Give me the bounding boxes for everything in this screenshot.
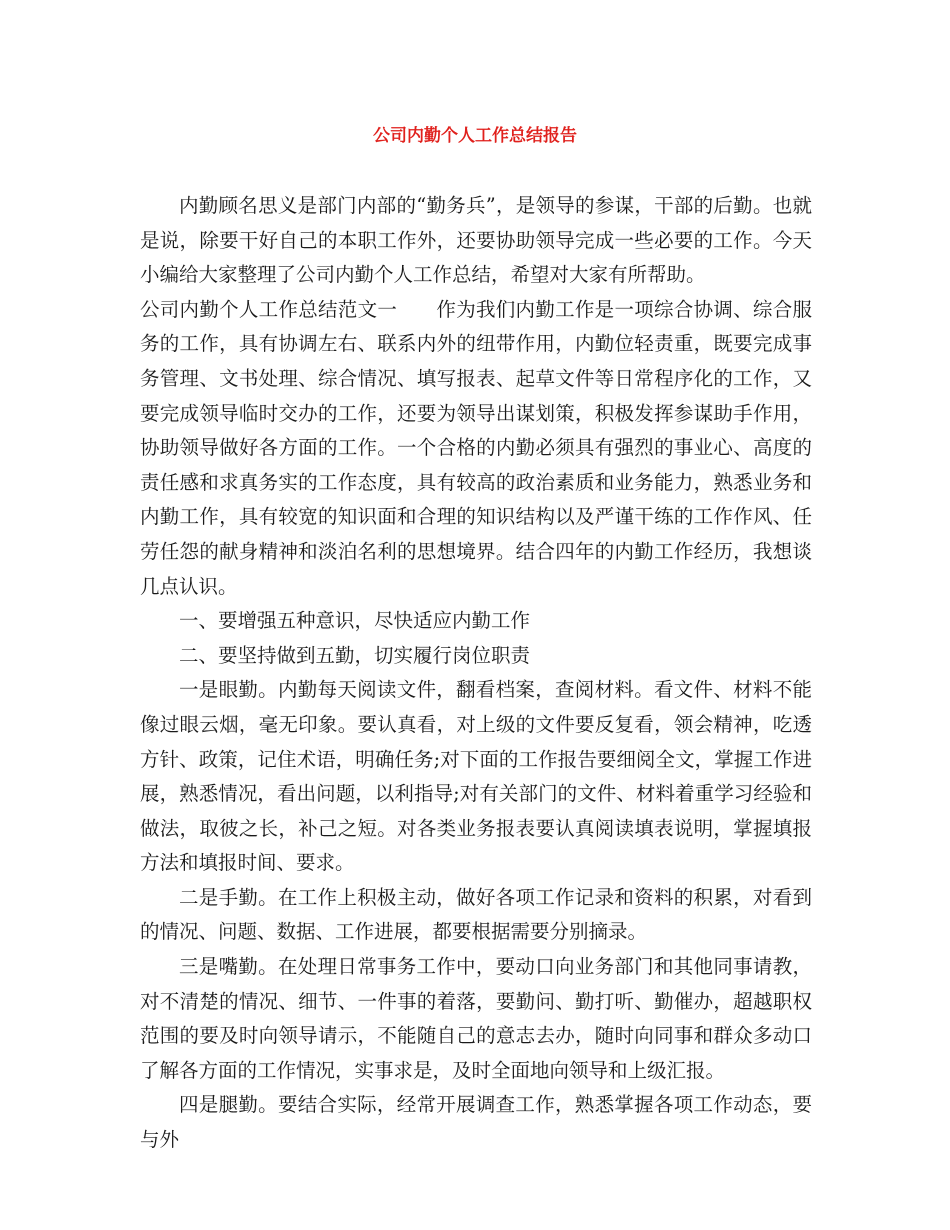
paragraph-mouth: 三是嘴勤。在处理日常事务工作中，要动口向业务部门和其他同事请教，对不清楚的情况、细节、一件事的着落，要勤问、勤打听、勤催办，超越职权范围的要及时向领导请示，不能随自己的意志去办，随时向同事和群众多动口了解各方面的工作情况，实事求是，及时全面地向领导和上级汇报。	[140, 955, 812, 1082]
document-title: 公司内勤个人工作总结报告	[373, 126, 577, 146]
section-paragraph	[140, 293, 812, 604]
section-heading: 公司内勤个人工作总结范文一	[140, 297, 398, 321]
paragraph-hands: 二是手勤。在工作上积极主动，做好各项工作记录和资料的积累，对看到的情况、问题、数据、工作进展，都要根据需要分别摘录。	[140, 885, 812, 944]
paragraph-eyes: 一是眼勤。内勤每天阅读文件，翻看档案，查阅材料。看文件、材料不能像过眼云烟，毫无印象。要认真看，对上级的文件要反复看，领会精神，吃透方针、政策，记住术语，明确任务;对下面的工作报告要细阅全文，掌握工作进展，熟悉情况，看出问题，以利指导;对有关部门的文件、材料着重学习经验和做法，取彼之长，补己之短。对各类业务报表要认真阅读填表说明，掌握填报方法和填报时间、要求。	[140, 678, 812, 875]
section-lead-text: 作为我们内勤工作是一项综合协调、综合服务的工作，具有协调左右、联系内外的纽带作用，内勤位轻责重，既要完成事务管理、文书处理、综合情况、填写报表、起草文件等日常程序化的工作，又要完成领导临时交办的工作，还要为领导出谋划策，积极发挥参谋助手作用，协助领导做好各方面的工作。一个合格的内勤必须具有强烈的事业心、高度的责任感和求真务实的工作态度，具有较高的政治素质和业务能力，熟悉业务和内勤工作，具有较宽的知识面和合理的知识结构以及严谨干练的工作作风、任劳任怨的献身精神和淡泊名利的思想境界。结合四年的内勤工作经历，我想谈几点认识。	[140, 297, 812, 598]
document-body	[140, 189, 812, 1158]
intro-paragraph: 内勤顾名思义是部门内部的“勤务兵”，是领导的参谋，干部的后勤。也就是说，除要干好自己的本职工作外，还要协助领导完成一些必要的工作。今天小编给大家整理了公司内勤个人工作总结，希望对大家有所帮助。	[140, 194, 812, 287]
point-heading-1: 一、要增强五种意识，尽快适应内勤工作	[179, 609, 531, 633]
point-heading-2: 二、要坚持做到五勤，切实履行岗位职责	[179, 643, 531, 667]
paragraph-legs: 四是腿勤。要结合实际，经常开展调查工作，熟悉掌握各项工作动态，要与外	[140, 1093, 812, 1152]
